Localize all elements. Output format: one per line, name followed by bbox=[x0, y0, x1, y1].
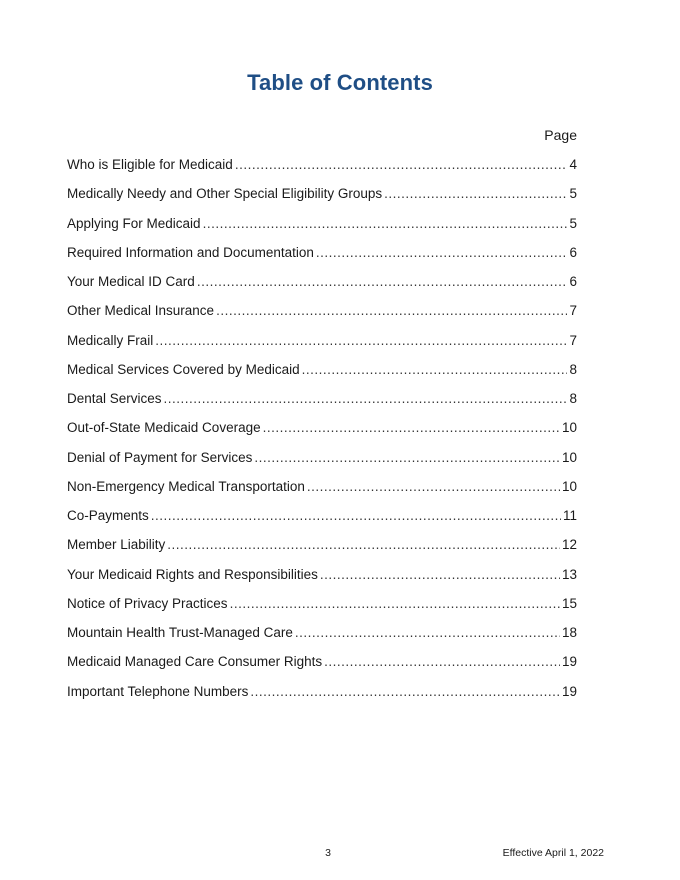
footer-effective-date: Effective April 1, 2022 bbox=[502, 847, 604, 859]
toc-dot-leader bbox=[316, 238, 568, 267]
toc-entry-label: Your Medical ID Card bbox=[67, 274, 195, 289]
toc-dot-leader bbox=[167, 530, 560, 559]
toc-entry[interactable] bbox=[67, 501, 577, 530]
toc-dot-leader bbox=[155, 326, 567, 355]
footer-page-number: 3 bbox=[325, 847, 331, 859]
toc-dot-leader bbox=[203, 209, 568, 238]
toc-entry-page: 5 bbox=[569, 186, 577, 202]
toc-dot-leader bbox=[307, 472, 560, 501]
toc-dot-leader bbox=[254, 443, 560, 472]
toc-entry-label: Who is Eligible for Medicaid bbox=[67, 157, 233, 172]
toc-entry-label: Non-Emergency Medical Transportation bbox=[67, 478, 305, 494]
toc-entry-page: 18 bbox=[561, 625, 577, 640]
toc-entry-page: 19 bbox=[561, 683, 577, 699]
toc-dot-leader bbox=[295, 618, 560, 647]
toc-entry[interactable] bbox=[67, 677, 577, 706]
toc-entry-page: 4 bbox=[569, 157, 577, 172]
toc-dot-leader bbox=[302, 355, 568, 384]
toc-entry-page: 7 bbox=[569, 303, 577, 319]
toc-entry-page: 12 bbox=[561, 537, 577, 553]
toc-entry-page: 8 bbox=[569, 361, 577, 377]
toc-dot-leader bbox=[164, 384, 568, 413]
toc-entry-page: 11 bbox=[562, 508, 577, 523]
toc-entry-page: 5 bbox=[569, 215, 577, 231]
toc-entry-label: Dental Services bbox=[67, 391, 162, 406]
toc-entry-page: 8 bbox=[569, 391, 577, 406]
toc-entry[interactable] bbox=[67, 384, 577, 413]
toc-entry-page: 15 bbox=[561, 595, 577, 611]
toc-entry-label: Medically Frail bbox=[67, 332, 154, 348]
toc-entry-label: Required Information and Documentation bbox=[67, 244, 314, 260]
toc-dot-leader bbox=[151, 501, 561, 530]
toc-entry-label: Denial of Payment for Services bbox=[67, 449, 253, 465]
toc-entry-page: 10 bbox=[561, 420, 577, 436]
toc-dot-leader bbox=[320, 560, 560, 589]
page-column-heading: Page bbox=[544, 127, 577, 143]
toc-entry[interactable] bbox=[67, 238, 577, 267]
page-title: Table of Contents bbox=[247, 70, 433, 95]
toc-entry-page: 7 bbox=[569, 332, 577, 348]
toc-entry[interactable] bbox=[67, 209, 577, 238]
toc-entry-page: 10 bbox=[561, 449, 577, 465]
toc-entry[interactable] bbox=[67, 267, 577, 296]
toc-entry[interactable] bbox=[67, 326, 577, 355]
toc-entry[interactable] bbox=[67, 618, 577, 647]
toc-entry-label: Other Medical Insurance bbox=[67, 303, 215, 319]
toc-entry[interactable] bbox=[67, 296, 577, 325]
table-of-contents bbox=[67, 150, 577, 706]
toc-entry-page: 10 bbox=[561, 478, 577, 494]
toc-entry-label: Member Liability bbox=[67, 537, 166, 553]
toc-entry[interactable] bbox=[67, 530, 577, 559]
toc-dot-leader bbox=[384, 179, 567, 208]
toc-dot-leader bbox=[216, 296, 567, 325]
toc-entry[interactable] bbox=[67, 647, 577, 676]
toc-entry-label: Applying For Medicaid bbox=[67, 215, 201, 231]
toc-entry-label: Your Medicaid Rights and Responsibilities bbox=[67, 566, 318, 582]
toc-dot-leader bbox=[263, 413, 560, 442]
toc-dot-leader bbox=[324, 647, 560, 676]
toc-entry-label: Out-of-State Medicaid Coverage bbox=[67, 420, 261, 436]
toc-entry-label: Notice of Privacy Practices bbox=[67, 595, 228, 611]
toc-entry[interactable] bbox=[67, 443, 577, 472]
toc-dot-leader bbox=[230, 589, 560, 618]
toc-entry-label: Medicaid Managed Care Consumer Rights bbox=[67, 654, 323, 670]
toc-entry[interactable] bbox=[67, 589, 577, 618]
toc-entry-label: Important Telephone Numbers bbox=[67, 683, 249, 699]
toc-entry[interactable] bbox=[67, 179, 577, 208]
toc-entry-label: Medically Needy and Other Special Eligibility Groups bbox=[67, 186, 383, 202]
toc-dot-leader bbox=[250, 677, 560, 706]
toc-entry[interactable] bbox=[67, 413, 577, 442]
toc-entry-page: 6 bbox=[569, 274, 577, 289]
toc-entry-label: Co-Payments bbox=[67, 508, 149, 523]
toc-entry[interactable] bbox=[67, 355, 577, 384]
toc-dot-leader bbox=[197, 267, 568, 296]
toc-entry[interactable] bbox=[67, 150, 577, 179]
toc-entry-label: Medical Services Covered by Medicaid bbox=[67, 361, 300, 377]
toc-entry-label: Mountain Health Trust-Managed Care bbox=[67, 625, 293, 640]
toc-entry-page: 13 bbox=[561, 566, 577, 582]
toc-entry-page: 6 bbox=[569, 244, 577, 260]
toc-entry-page: 19 bbox=[561, 654, 577, 670]
toc-entry[interactable] bbox=[67, 472, 577, 501]
toc-dot-leader bbox=[235, 150, 568, 179]
toc-entry[interactable] bbox=[67, 560, 577, 589]
